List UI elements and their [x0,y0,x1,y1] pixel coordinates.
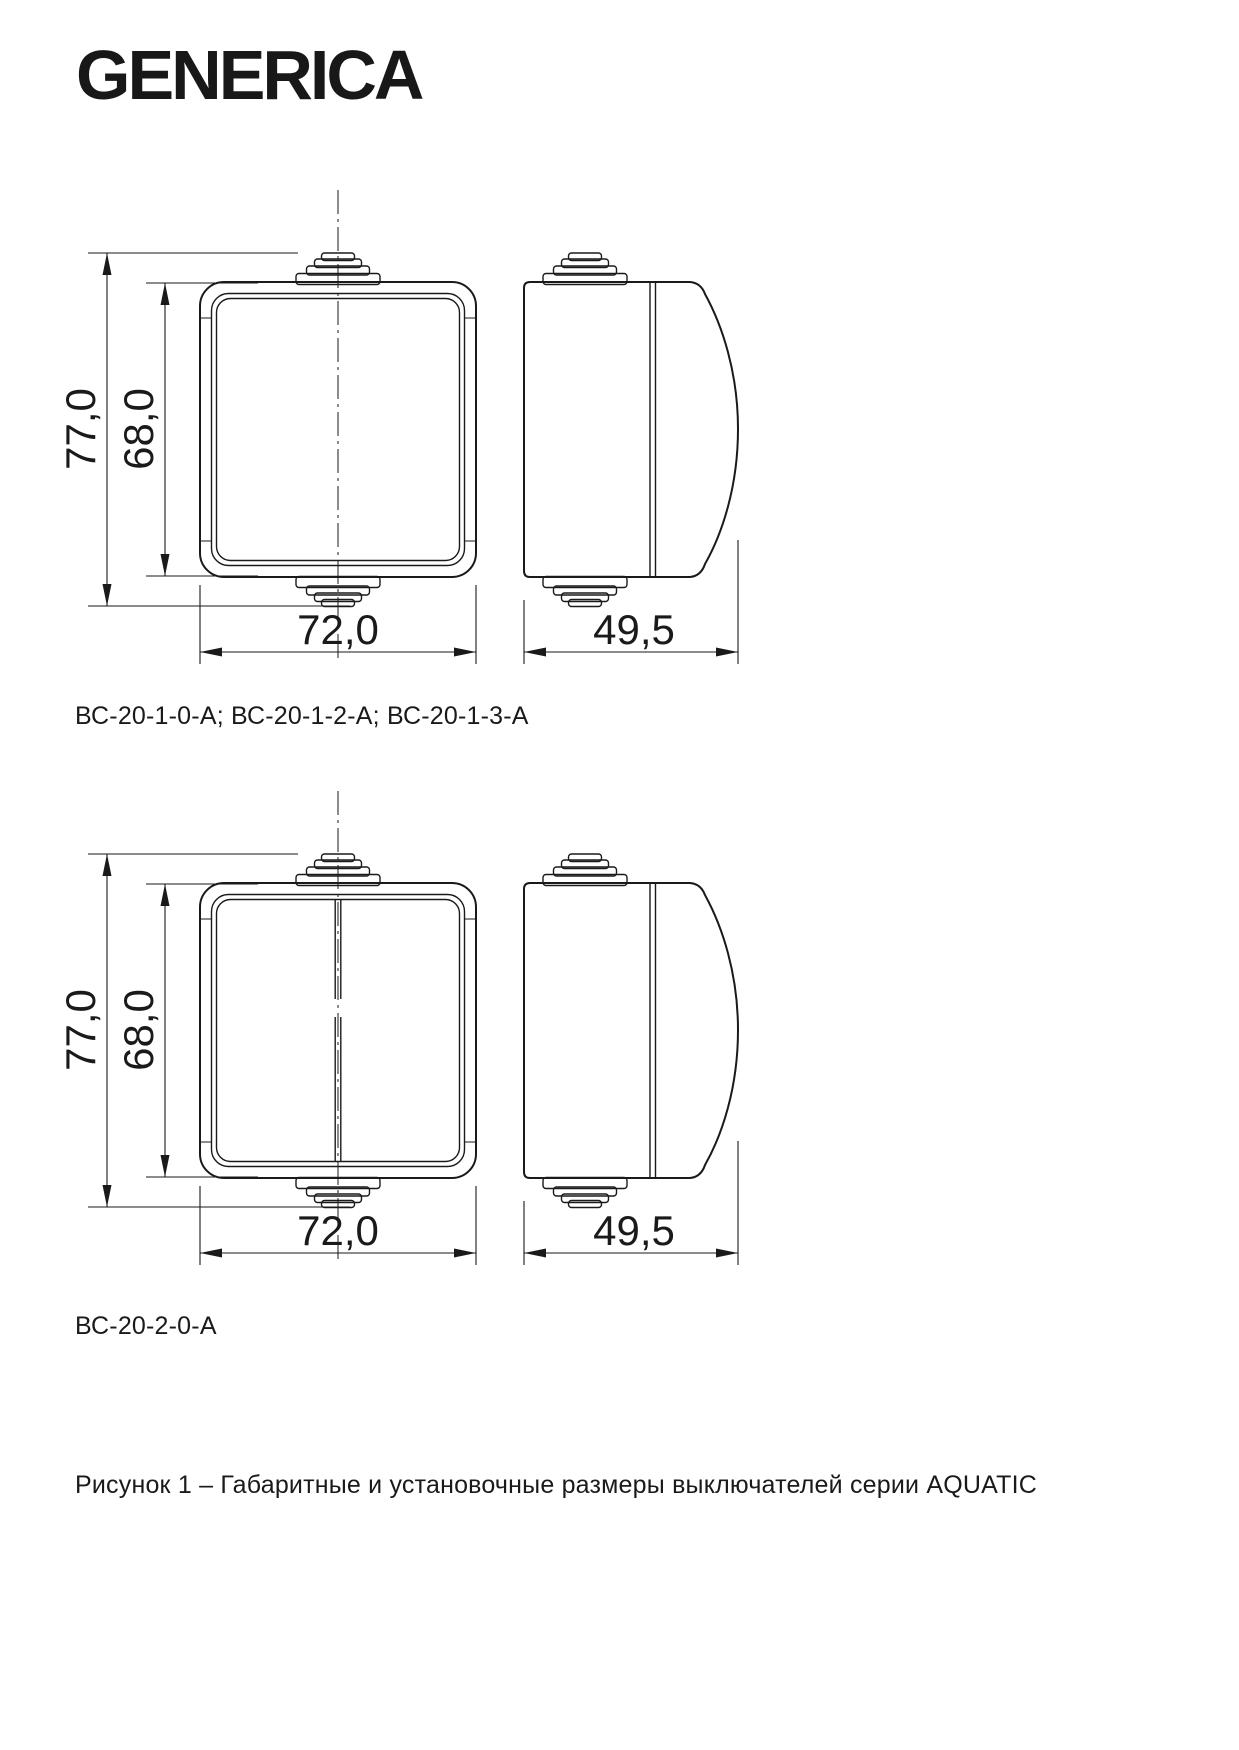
fig1-dim-overall-height-value: 77,0 [57,388,104,470]
fig2-dim-body-height-value: 68,0 [115,989,162,1071]
fig2-side-view [524,854,738,1208]
fig2-dim-overall-height-value: 77,0 [57,989,104,1071]
fig2-model-label: ВС-20-2-0-А [75,1312,217,1340]
fig1-dim-overall-height [57,253,350,606]
fig1-dim-body-height-value: 68,0 [115,388,162,470]
fig1-side-outline [524,282,738,577]
fig2-dim-width [200,1186,476,1265]
fig1-dim-width [200,585,476,664]
fig2-dim-body-height [115,884,258,1177]
figure2-drawing [57,791,738,1265]
figure1-drawing [57,190,738,664]
fig1-model-label: ВС-20-1-0-А; ВС-20-1-2-А; ВС-20-1-3-А [75,702,529,730]
fig2-dim-depth-value: 49,5 [593,1207,675,1254]
figure-caption: Рисунок 1 – Габаритные и установочные размеры выключателей серии AQUATIC [75,1471,1038,1499]
fig1-side-gland-bottom [543,577,627,607]
fig1-dim-depth-value: 49,5 [593,606,675,653]
fig1-dim-depth [524,540,738,664]
fig1-dim-body-height [115,283,258,576]
fig1-dim-width-value: 72,0 [297,606,379,653]
fig2-side-gland-top [543,854,627,886]
brand-logo: GENERICA [76,36,422,114]
fig2-dim-width-value: 72,0 [297,1207,379,1254]
fig1-side-gland-top [543,253,627,285]
fig2-dim-depth [524,1141,738,1265]
fig2-dim-overall-height [57,854,350,1207]
fig2-side-outline [524,883,738,1178]
fig2-side-gland-bottom [543,1178,627,1208]
fig1-side-view [524,253,738,607]
